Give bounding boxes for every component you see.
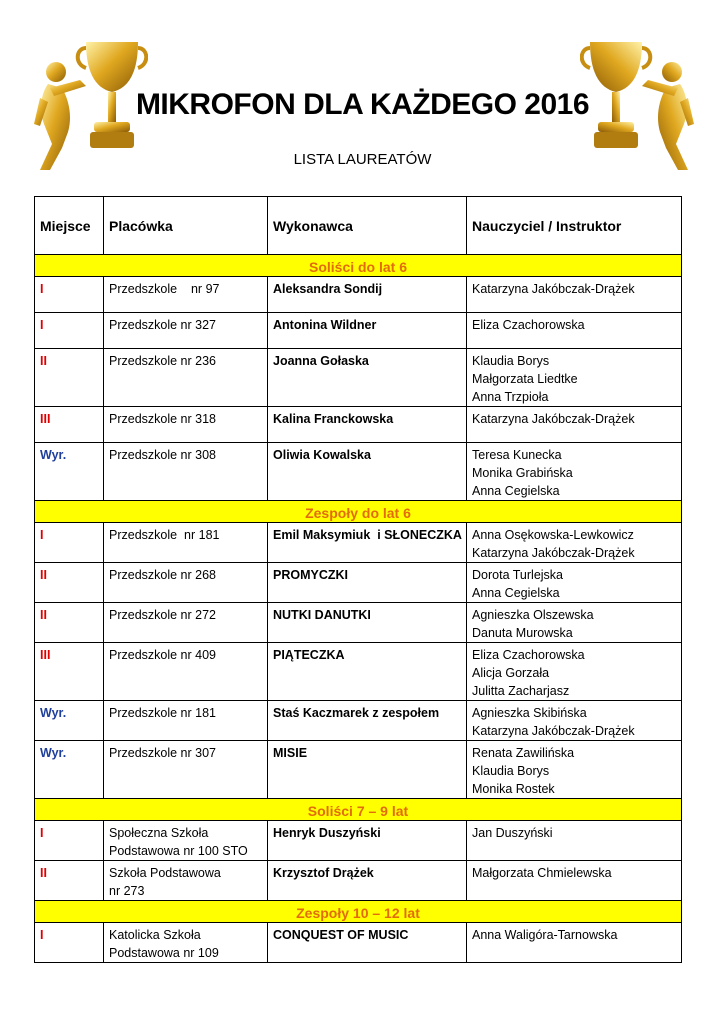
teacher-name: Dorota Turlejska <box>472 568 564 582</box>
teacher-name: Małgorzata Liedtke <box>472 372 578 386</box>
teacher-cell <box>467 603 682 643</box>
teacher-name: Danuta Murowska <box>472 626 573 640</box>
teacher-cell <box>467 861 682 901</box>
section-title: Zespoły 10 – 12 lat <box>35 901 682 923</box>
table-header-row <box>35 197 682 255</box>
teacher-name: Anna Cegielska <box>472 586 560 600</box>
place-cell <box>35 313 104 349</box>
school-cell <box>104 643 268 701</box>
place-label: II <box>40 354 47 368</box>
place-cell <box>35 277 104 313</box>
performer-cell <box>268 603 467 643</box>
section-header-row <box>35 501 682 523</box>
school-name: Przedszkole nr 181 <box>109 528 220 542</box>
teacher-name: Teresa Kunecka <box>472 448 562 462</box>
school-name: Przedszkole nr 308 <box>109 448 217 462</box>
school-name: Podstawowa nr 100 STO <box>109 844 248 858</box>
teacher-cell <box>467 923 682 963</box>
teacher-name: Jan Duszyński <box>472 826 553 840</box>
place-label: III <box>40 648 51 662</box>
teacher-name: Agnieszka Skibińska <box>472 706 587 720</box>
teacher-cell <box>467 563 682 603</box>
school-name: Przedszkole nr 97 <box>109 282 220 296</box>
table-row <box>35 349 682 407</box>
place-cell <box>35 923 104 963</box>
school-name: Katolicka Szkoła <box>109 928 201 942</box>
teacher-cell <box>467 821 682 861</box>
column-header-teacher: Nauczyciel / Instruktor <box>467 197 682 255</box>
performer-cell <box>268 443 467 501</box>
teacher-name: Anna Waligóra-Tarnowska <box>472 928 618 942</box>
teacher-name: Małgorzata Chmielewska <box>472 866 612 880</box>
table-row <box>35 643 682 701</box>
performer-name: Kalina Franckowska <box>273 412 394 426</box>
place-cell <box>35 643 104 701</box>
performer-cell <box>268 861 467 901</box>
performer-cell <box>268 313 467 349</box>
school-name: Przedszkole nr 327 <box>109 318 217 332</box>
place-cell <box>35 821 104 861</box>
performer-name: Antonina Wildner <box>273 318 377 332</box>
school-cell <box>104 443 268 501</box>
performer-name: NUTKI DANUTKI <box>273 608 371 622</box>
teacher-cell <box>467 407 682 443</box>
school-name: Szkoła Podstawowa <box>109 866 221 880</box>
school-name: Przedszkole nr 236 <box>109 354 217 368</box>
place-cell <box>35 741 104 799</box>
teacher-name: Monika Rostek <box>472 782 555 796</box>
performer-name: Emil Maksymiuk i SŁONECZKA <box>273 528 462 542</box>
teacher-name: Eliza Czachorowska <box>472 318 585 332</box>
results-table <box>34 196 682 963</box>
performer-cell <box>268 741 467 799</box>
teacher-name: Anna Trzpioła <box>472 390 549 404</box>
table-row <box>35 277 682 313</box>
table-row <box>35 741 682 799</box>
place-cell <box>35 349 104 407</box>
teacher-cell <box>467 523 682 563</box>
column-header-performer: Wykonawca <box>268 197 467 255</box>
performer-cell <box>268 349 467 407</box>
school-name: Podstawowa nr 109 <box>109 946 219 960</box>
performer-cell <box>268 643 467 701</box>
performer-name: Joanna Gołaska <box>273 354 369 368</box>
place-label: III <box>40 412 51 426</box>
school-cell <box>104 277 268 313</box>
teacher-cell <box>467 349 682 407</box>
teacher-name: Julitta Zacharjasz <box>472 684 570 698</box>
performer-cell <box>268 923 467 963</box>
teacher-cell <box>467 643 682 701</box>
school-cell <box>104 313 268 349</box>
performer-name: MISIE <box>273 746 308 760</box>
school-cell <box>104 523 268 563</box>
page-subtitle: LISTA LAUREATÓW <box>293 151 432 168</box>
teacher-name: Katarzyna Jakóbczak-Drążek <box>472 282 635 296</box>
place-cell <box>35 563 104 603</box>
teacher-name: Eliza Czachorowska <box>472 648 585 662</box>
performer-cell <box>268 563 467 603</box>
teacher-cell <box>467 277 682 313</box>
school-cell <box>104 563 268 603</box>
school-cell <box>104 923 268 963</box>
performer-cell <box>268 277 467 313</box>
performer-cell <box>268 701 467 741</box>
performer-name: PROMYCZKI <box>273 568 348 582</box>
performer-name: Staś Kaczmarek z zespołem <box>273 706 440 720</box>
table-row <box>35 603 682 643</box>
place-label: Wyr. <box>40 746 67 760</box>
teacher-name: Renata Zawilińska <box>472 746 575 760</box>
place-label: I <box>40 318 44 332</box>
teacher-name: Katarzyna Jakóbczak-Drążek <box>472 724 635 738</box>
place-label: I <box>40 826 44 840</box>
results-body <box>35 255 682 963</box>
place-cell <box>35 523 104 563</box>
table-row <box>35 313 682 349</box>
teacher-cell <box>467 741 682 799</box>
school-name: Społeczna Szkoła <box>109 826 209 840</box>
teacher-name: Anna Osękowska-Lewkowicz <box>472 528 634 542</box>
place-cell <box>35 861 104 901</box>
column-header-school: Placówka <box>104 197 268 255</box>
page-title: MIKROFON DLA KAŻDEGO 2016 <box>135 88 590 121</box>
teacher-name: Klaudia Borys <box>472 764 550 778</box>
table-row <box>35 443 682 501</box>
place-label: I <box>40 282 44 296</box>
table-row <box>35 523 682 563</box>
teacher-cell <box>467 701 682 741</box>
table-row <box>35 923 682 963</box>
school-cell <box>104 741 268 799</box>
section-header-row <box>35 901 682 923</box>
school-name: Przedszkole nr 181 <box>109 706 217 720</box>
school-cell <box>104 603 268 643</box>
place-label: Wyr. <box>40 706 67 720</box>
performer-cell <box>268 523 467 563</box>
table-row <box>35 407 682 443</box>
school-cell <box>104 701 268 741</box>
place-label: I <box>40 928 44 942</box>
place-label: II <box>40 608 47 622</box>
teacher-name: Monika Grabińska <box>472 466 573 480</box>
place-cell <box>35 603 104 643</box>
teacher-name: Klaudia Borys <box>472 354 550 368</box>
section-header-row <box>35 799 682 821</box>
school-name: Przedszkole nr 307 <box>109 746 217 760</box>
teacher-cell <box>467 443 682 501</box>
school-name: Przedszkole nr 272 <box>109 608 217 622</box>
place-label: II <box>40 568 47 582</box>
school-name: Przedszkole nr 409 <box>109 648 217 662</box>
school-cell <box>104 349 268 407</box>
performer-cell <box>268 407 467 443</box>
school-cell <box>104 407 268 443</box>
teacher-name: Katarzyna Jakóbczak-Drążek <box>472 546 635 560</box>
performer-name: Henryk Duszyński <box>273 826 381 840</box>
section-title: Zespoły do lat 6 <box>35 501 682 523</box>
section-title: Soliści do lat 6 <box>35 255 682 277</box>
performer-cell <box>268 821 467 861</box>
performer-name: Oliwia Kowalska <box>273 448 371 462</box>
performer-name: Aleksandra Sondij <box>273 282 383 296</box>
performer-name: PIĄTECZKA <box>273 648 345 662</box>
section-title: Soliści 7 – 9 lat <box>35 799 682 821</box>
table-row <box>35 821 682 861</box>
column-header-place: Miejsce <box>35 197 104 255</box>
school-name: Przedszkole nr 318 <box>109 412 217 426</box>
place-cell <box>35 443 104 501</box>
place-label: II <box>40 866 47 880</box>
teacher-name: Anna Cegielska <box>472 484 560 498</box>
place-cell <box>35 701 104 741</box>
school-name: Przedszkole nr 268 <box>109 568 217 582</box>
school-cell <box>104 861 268 901</box>
table-row <box>35 701 682 741</box>
performer-name: Krzysztof Drążek <box>273 866 374 880</box>
place-label: Wyr. <box>40 448 67 462</box>
section-header-row <box>35 255 682 277</box>
table-row <box>35 563 682 603</box>
place-cell <box>35 407 104 443</box>
school-cell <box>104 821 268 861</box>
school-name: nr 273 <box>109 884 145 898</box>
teacher-cell <box>467 313 682 349</box>
performer-name: CONQUEST OF MUSIC <box>273 928 409 942</box>
teacher-name: Agnieszka Olszewska <box>472 608 594 622</box>
teacher-name: Alicja Gorzała <box>472 666 550 680</box>
teacher-name: Katarzyna Jakóbczak-Drążek <box>472 412 635 426</box>
place-label: I <box>40 528 44 542</box>
table-row <box>35 861 682 901</box>
